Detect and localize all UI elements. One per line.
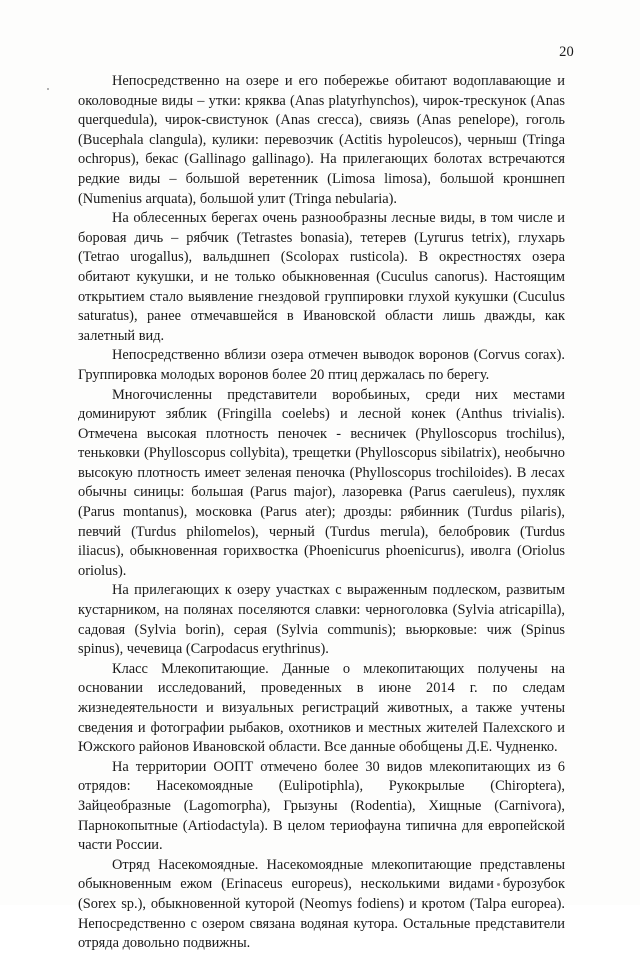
paragraph: На прилегающих к озеру участках с выраженным подлеском, развитым кустарником, на полянах поселяются славки: черноголовка (Sylvia atricapilla), садовая (Sylvia borin), серая (Sylvia communis); вьюрковые: чиж (Spinus spinus), чечевица (Carpodacus erythrinus). [78, 582, 565, 658]
paragraph: Непосредственно на озере и его побережье обитают водоплавающие и околоводные виды – утки: кряква (Anas platyrhynchos), чирок-трескунок (Anas querquedula), чирок-свистунок (Anas crecca), свиязь (Anas penelope), гоголь (Bucephala clangula), кулики: перевозчик (Actitis hypoleucos), черныш (Tringa ochropus), бекас (Gallinago gallinago). На прилегающих болотах встречаются редкие виды – большой веретенник (Limosa limosa), большой кроншнеп (Numenius arquata), большой улит (Tringa nebularia). [78, 73, 565, 207]
paragraph: Отряд Насекомоядные. Насекомоядные млекопитающие представлены обыкновенным ежом (Erinaceus europeus), несколькими видами бурозубок (Sorex sp.), обыкновенной куторой (Neomys fodiens) и кротом (Talpa europea). Непосредственно с озером связана водяная кутора. Остальные представители отряда довольно подвижны. [78, 856, 565, 952]
paragraph: На облесенных берегах очень разнообразны лесные виды, в том числе и боровая дичь – рябчик (Tetrastes bonasia), тетерев (Lyrurus tetrix), глухарь (Tetrao urogallus), вальдшнеп (Scolopax rusticola). В окрестностях озера обитают кукушки, и не только обыкновенная (Cuculus canorus). Настоящим открытием стало выявление гнездовой группировки глухой кукушки (Cuculus saturatus), ранее отмечавшейся в Ивановской области лишь дважды, как залетный вид. [78, 210, 565, 344]
margin-mark-left [47, 88, 49, 90]
page-number: 20 [559, 44, 574, 60]
paragraph: Непосредственно вблизи озера отмечен выводок воронов (Corvus corax). Группировка молодых воронов более 20 птиц держалась по берегу. [78, 347, 565, 383]
document-body [78, 72, 565, 954]
paragraph: На территории ООПТ отмечено более 30 видов млекопитающих из 6 отрядов: Насекомоядные (Eulipotiphla), Рукокрылые (Chiroptera), Зайцеобразные (Lagomorpha), Грызуны (Rodentia), Хищные (Carnivora), Парнокопытные (Artiodactyla). В целом териофауна типична для европейской части России. [78, 758, 565, 854]
paragraph: Класс Млекопитающие. Данные о млекопитающих получены на основании исследований, проведенных в июне 2014 г. по следам жизнедеятельности и визуальных регистраций животных, а также учтены сведения и фотографии рыбаков, охотников и местных жителей Палехского и Южского районов Ивановской области. Все данные обобщены Д.Е. Чудненко. [78, 660, 565, 756]
paragraph: Многочисленны представители воробьиных, среди них местами доминируют зяблик (Fringilla coelebs) и лесной конек (Anthus trivialis). Отмечена высокая плотность пеночек - весничек (Phylloscopus trochilus), теньковки (Phylloscopus collybita), трещетки (Phylloscopus sibilatrix), необычно высокую плотность имеет зеленая пеночка (Phylloscopus trochiloides). В лесах обычны синицы: большая (Parus major), лазоревка (Parus caeruleus), пухляк (Parus montanus), московка (Parus ater); дрозды: рябинник (Turdus pilaris), певчий (Turdus philomelos), черный (Turdus merula), белобровик (Turdus iliacus), обыкновенная горихвостка (Phoenicurus phoenicurus), иволга (Oriolus oriolus). [78, 386, 565, 579]
